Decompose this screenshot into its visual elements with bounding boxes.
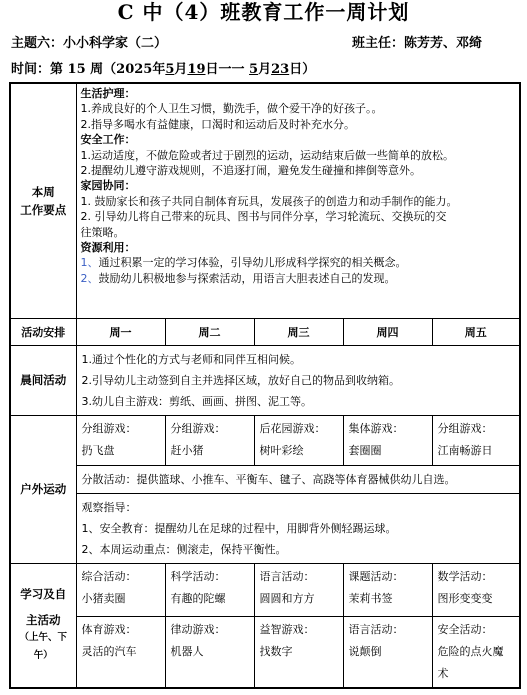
day-header: 周五 — [432, 318, 520, 345]
list-item: 1.养成良好的个人卫生习惯，勤洗手，做个爱干净的好孩子。。 — [80, 102, 383, 116]
schedule-row — [10, 318, 520, 345]
time-label: 时间： — [11, 62, 51, 77]
section-heading: 生活护理： — [80, 87, 136, 100]
schedule-label: 活动安排 — [10, 318, 76, 345]
list-item: 2、鼓励幼儿积极地参与探索活动，用语言大胆表述自己的发现。 — [80, 271, 396, 285]
outdoor-observation-row — [10, 493, 520, 563]
activity-cell: 语言活动： 圆圆和方方 — [254, 563, 343, 616]
end-day-unit: 日） — [289, 62, 316, 77]
start-month-unit: 月 — [174, 62, 188, 77]
morning-content — [76, 345, 520, 415]
work-focus-row — [10, 83, 520, 318]
start-day: 19 — [187, 62, 206, 77]
end-day: 23 — [271, 62, 290, 77]
outdoor-scattered-row — [10, 465, 520, 493]
list-item: 1.运动适度，不做危险或者过于剧烈的运动，运动结束后做一些简单的放松。 — [80, 148, 454, 162]
work-focus-label: 本周 工作要点 — [10, 83, 76, 318]
section-heading: 安全工作： — [80, 133, 136, 147]
activity-cell: 体育游戏： 灵活的汽车 — [76, 616, 165, 688]
list-item: 2. 引导幼儿将自己带来的玩具、图书与同伴分享，学习轮流玩、交换玩的交 — [80, 210, 447, 224]
list-item: 2.提醒幼儿遵守游戏规则，不追逐打闹，避免发生碰撞和摔倒等意外。 — [80, 164, 421, 178]
start-day-unit: 日一一 — [205, 62, 250, 77]
theme-value: 小小科学家（二） — [63, 36, 168, 51]
day-header: 周二 — [165, 318, 254, 345]
activity-cell: 分组游戏： 赶小猪 — [165, 415, 254, 465]
activity-cell: 数学活动： 图形变变变 — [432, 563, 520, 616]
day-header: 周四 — [343, 318, 432, 345]
list-item: 2.指导多喝水有益健康，口渴时和运动后及时补充水分。 — [80, 117, 355, 131]
outdoor-games-row — [10, 415, 520, 465]
day-header: 周三 — [254, 318, 343, 345]
morning-label: 晨间活动 — [10, 345, 76, 415]
section-heading: 家园协同： — [80, 179, 136, 193]
outdoor-label: 户外运动 — [10, 415, 76, 563]
section-heading: 资源利用： — [80, 241, 136, 255]
theme-line — [11, 32, 167, 51]
activity-cell: 科学活动： 有趣的陀螺 — [165, 563, 254, 616]
activity-cell: 综合活动： 小猪卖圈 — [76, 563, 165, 616]
activity-cell: 分组游戏： 江南畅游日 — [432, 415, 520, 465]
observation-heading: 观察指导： — [81, 500, 137, 514]
activity-cell: 后花园游戏： 树叶彩绘 — [254, 415, 343, 465]
list-item: 往策略。 — [80, 225, 125, 239]
time-line — [11, 58, 315, 77]
list-item: 1、通过积累一定的学习体验，引导幼儿形成科学探究的相关概念。 — [80, 256, 407, 270]
end-month-unit: 月 — [258, 62, 272, 77]
weekly-plan-table — [9, 82, 521, 689]
activity-cell: 分组游戏： 扔飞盘 — [76, 415, 165, 465]
time-prefix: 第 15 周（2025年 — [50, 62, 166, 77]
day-header: 周一 — [76, 318, 165, 345]
learning-pm-row — [10, 616, 520, 688]
scattered-activity: 分散活动：提供篮球、小推车、平衡车、毽子、高跷等体育器械供幼儿自选。 — [76, 465, 520, 493]
observation-guide — [76, 493, 520, 563]
list-item: 1.通过个性化的方式与老师和同伴互相问候。 — [81, 352, 301, 366]
teacher-label: 班主任： — [352, 36, 405, 51]
teacher-line — [352, 32, 482, 51]
list-item: 2、本周运动重点：侧滚走，保持平衡性。 — [81, 542, 287, 556]
theme-label: 主题六： — [11, 36, 64, 51]
activity-cell: 律动游戏： 机器人 — [165, 616, 254, 688]
morning-row — [10, 345, 520, 415]
start-month: 5 — [165, 62, 175, 77]
activity-cell: 语言活动： 说颠倒 — [343, 616, 432, 688]
list-item: 1、安全教育：提醒幼儿在足球的过程中，用脚背外侧轻踢运球。 — [81, 521, 397, 535]
teacher-value: 陈芳芳、邓绮 — [404, 36, 483, 51]
activity-cell: 益智游戏： 找数字 — [254, 616, 343, 688]
learning-am-row — [10, 563, 520, 616]
activity-cell: 课题活动： 茉莉书签 — [343, 563, 432, 616]
work-focus-content — [76, 83, 520, 318]
list-item: 2.引导幼儿主动签到自主并选择区域，放好自己的物品到收纳箱。 — [81, 373, 400, 387]
list-item: 3.幼儿自主游戏：剪纸、画画、拼图、泥工等。 — [81, 394, 312, 408]
list-item: 1. 鼓励家长和孩子共同自制体育玩具，发展孩子的创造力和动手制作的能力。 — [80, 194, 458, 208]
end-month: 5 — [249, 62, 259, 77]
activity-cell: 安全活动： 危险的点火魔 术 — [432, 616, 520, 688]
learning-label: 学习及自 主活动 （上午、下 午） — [10, 563, 76, 688]
activity-cell: 集体游戏： 套圈圈 — [343, 415, 432, 465]
page-title: C 中（4）班教育工作一周计划 — [117, 0, 410, 24]
